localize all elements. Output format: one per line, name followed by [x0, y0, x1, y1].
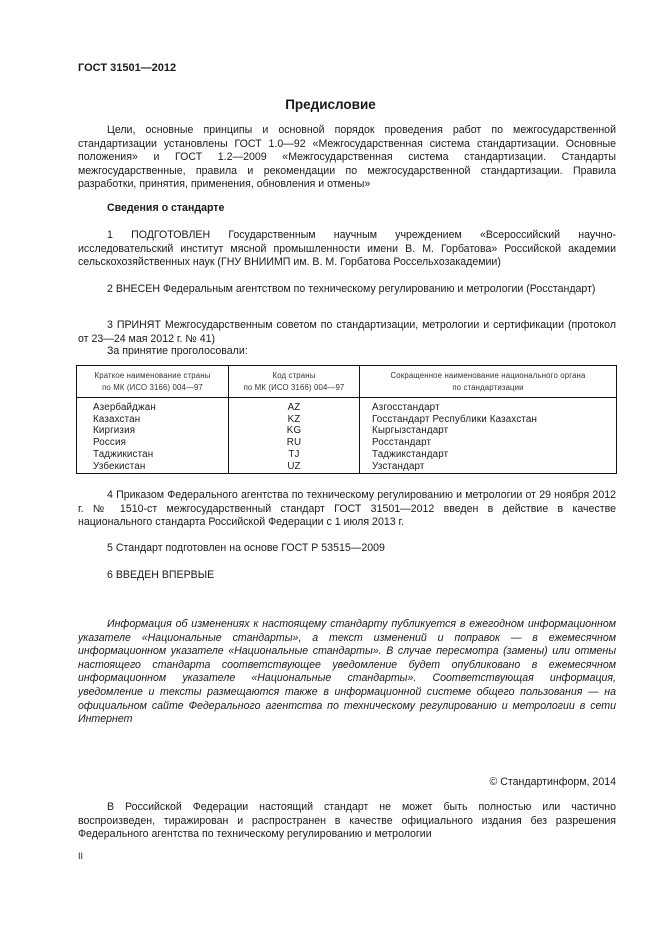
- item-3-text: 3 ПРИНЯТ Межгосударственным советом по стандартизации, метрологии и сертификации (протокол от 23—24 мая 2012 г. № 41): [78, 319, 616, 345]
- table-cell-country: Киргизия: [93, 425, 136, 437]
- document-code-header: ГОСТ 31501—2012: [78, 62, 177, 74]
- reproduction-notice-paragraph: [78, 801, 616, 842]
- table-cell-code: UZ: [287, 460, 301, 472]
- table-cell-code: KG: [286, 425, 302, 437]
- page-number: II: [78, 851, 84, 861]
- voting-countries-table: [76, 365, 617, 474]
- table-header-row: [77, 366, 617, 398]
- intro-text: Цели, основные принципы и основной порядок проведения работ по межгосударственной стандартизации установлены ГОСТ 1.0—92 «Межгосударственная система стандартизации. Основные положения» и ГОСТ 1.2—2009 «Межгосударственная система стандартизации. Стандарты межгосударственные, правила и рекомендации по межгосударственной стандартизации. Правила разработки, принятия, применения, обновления и отмены»: [78, 124, 616, 191]
- item-5-paragraph: [78, 542, 616, 556]
- table-cell-body: Узстандарт: [372, 460, 425, 472]
- column-header-code: Код страны по МК (ИСО 3166) 004—97: [229, 366, 360, 398]
- table-cell-country: Узбекистан: [93, 460, 146, 472]
- table-cell-country: Азербайджан: [93, 402, 156, 413]
- item-3-paragraph: [78, 319, 616, 346]
- page-title: Предисловие: [285, 97, 376, 112]
- table-cell-body: Таджикстандарт: [372, 448, 449, 460]
- code-column-cell: [229, 398, 360, 474]
- table-cell-code: RU: [286, 437, 302, 449]
- body-column-cell: [360, 398, 617, 474]
- table-cell-country: Таджикистан: [93, 448, 154, 460]
- table-cell-body: Азгосстандарт: [372, 402, 440, 413]
- copyright-notice: © Стандартинформ, 2014: [489, 776, 616, 788]
- table-cell-body: Госстандарт Республики Казахстан: [372, 413, 538, 425]
- reproduction-notice-text: В Российской Федерации настоящий стандарт не может быть полностью или частично воспроизведен, тиражирован и распространен в качестве официального издания без разрешения Федерального агентства по техническому регулированию и метрологии: [78, 801, 616, 841]
- table-body-row: [77, 398, 617, 474]
- item-2-text: 2 ВНЕСЕН Федеральным агентством по техническому регулированию и метрологии (Росстандарт): [107, 283, 596, 295]
- table-cell-body: Росстандарт: [372, 437, 432, 449]
- item-1-paragraph: [78, 229, 616, 270]
- table-cell-country: Россия: [93, 437, 127, 449]
- changes-notice-paragraph: [78, 618, 616, 727]
- item-1-text: 1 ПОДГОТОВЛЕН Государственным научным учреждением «Всероссийский научно-исследовательский институт мясной промышленности имени В. М. Горбатова» Российской академии сельскохозяйственных наук (ГНУ ВНИИМП им. В. М. Горбатова Россельхозакадемии): [78, 229, 616, 269]
- country-column-cell: [77, 398, 229, 474]
- column-header-country: Краткое наименование страны по МК (ИСО 3166) 004—97: [77, 366, 229, 398]
- vote-label: За принятие проголосовали:: [107, 345, 248, 357]
- item-4-text: 4 Приказом Федерального агентства по техническому регулированию и метрологии от 29 ноября 2012 г. № 1510-ст межгосударственный стандарт ГОСТ 31501—2012 введен в действие в качестве национального стандарта Российской Федерации с 1 июля 2013 г.: [78, 489, 616, 529]
- intro-paragraph: [78, 124, 616, 192]
- table-cell-code: KZ: [287, 413, 301, 425]
- changes-notice-text: Информация об изменениях к настоящему стандарту публикуется в ежегодном информационном указателе «Национальные стандарты», а текст изменений и поправок — в ежемесячном информационном указателе «Национальные стандарты». В случае пересмотра (замены) или отмены настоящего стандарта соответствующее уведомление будет опубликовано в ежемесячном информационном указателе «Национальные стандарты». Соответствующая информация, уведомление и тексты размещаются также в информационной системе общего пользования — на официальном сайте Федерального агентства по техническому регулированию и метрологии в сети Интернет: [78, 618, 616, 726]
- column-header-body: Сокращенное наименование национального органа по стандартизации: [360, 366, 617, 398]
- item-2-paragraph: [78, 283, 616, 297]
- table-cell-code: AZ: [287, 402, 301, 413]
- item-6-text: 6 ВВЕДЕН ВПЕРВЫЕ: [107, 569, 215, 581]
- item-4-paragraph: [78, 489, 616, 530]
- section-subheading: Сведения о стандарте: [107, 202, 225, 214]
- table-cell-country: Казахстан: [93, 413, 141, 425]
- item-5-text: 5 Стандарт подготовлен на основе ГОСТ Р 53515—2009: [107, 542, 385, 554]
- table-cell-code: TJ: [288, 448, 300, 460]
- item-6-paragraph: [78, 569, 616, 583]
- table-cell-body: Кыргызстандарт: [372, 425, 449, 437]
